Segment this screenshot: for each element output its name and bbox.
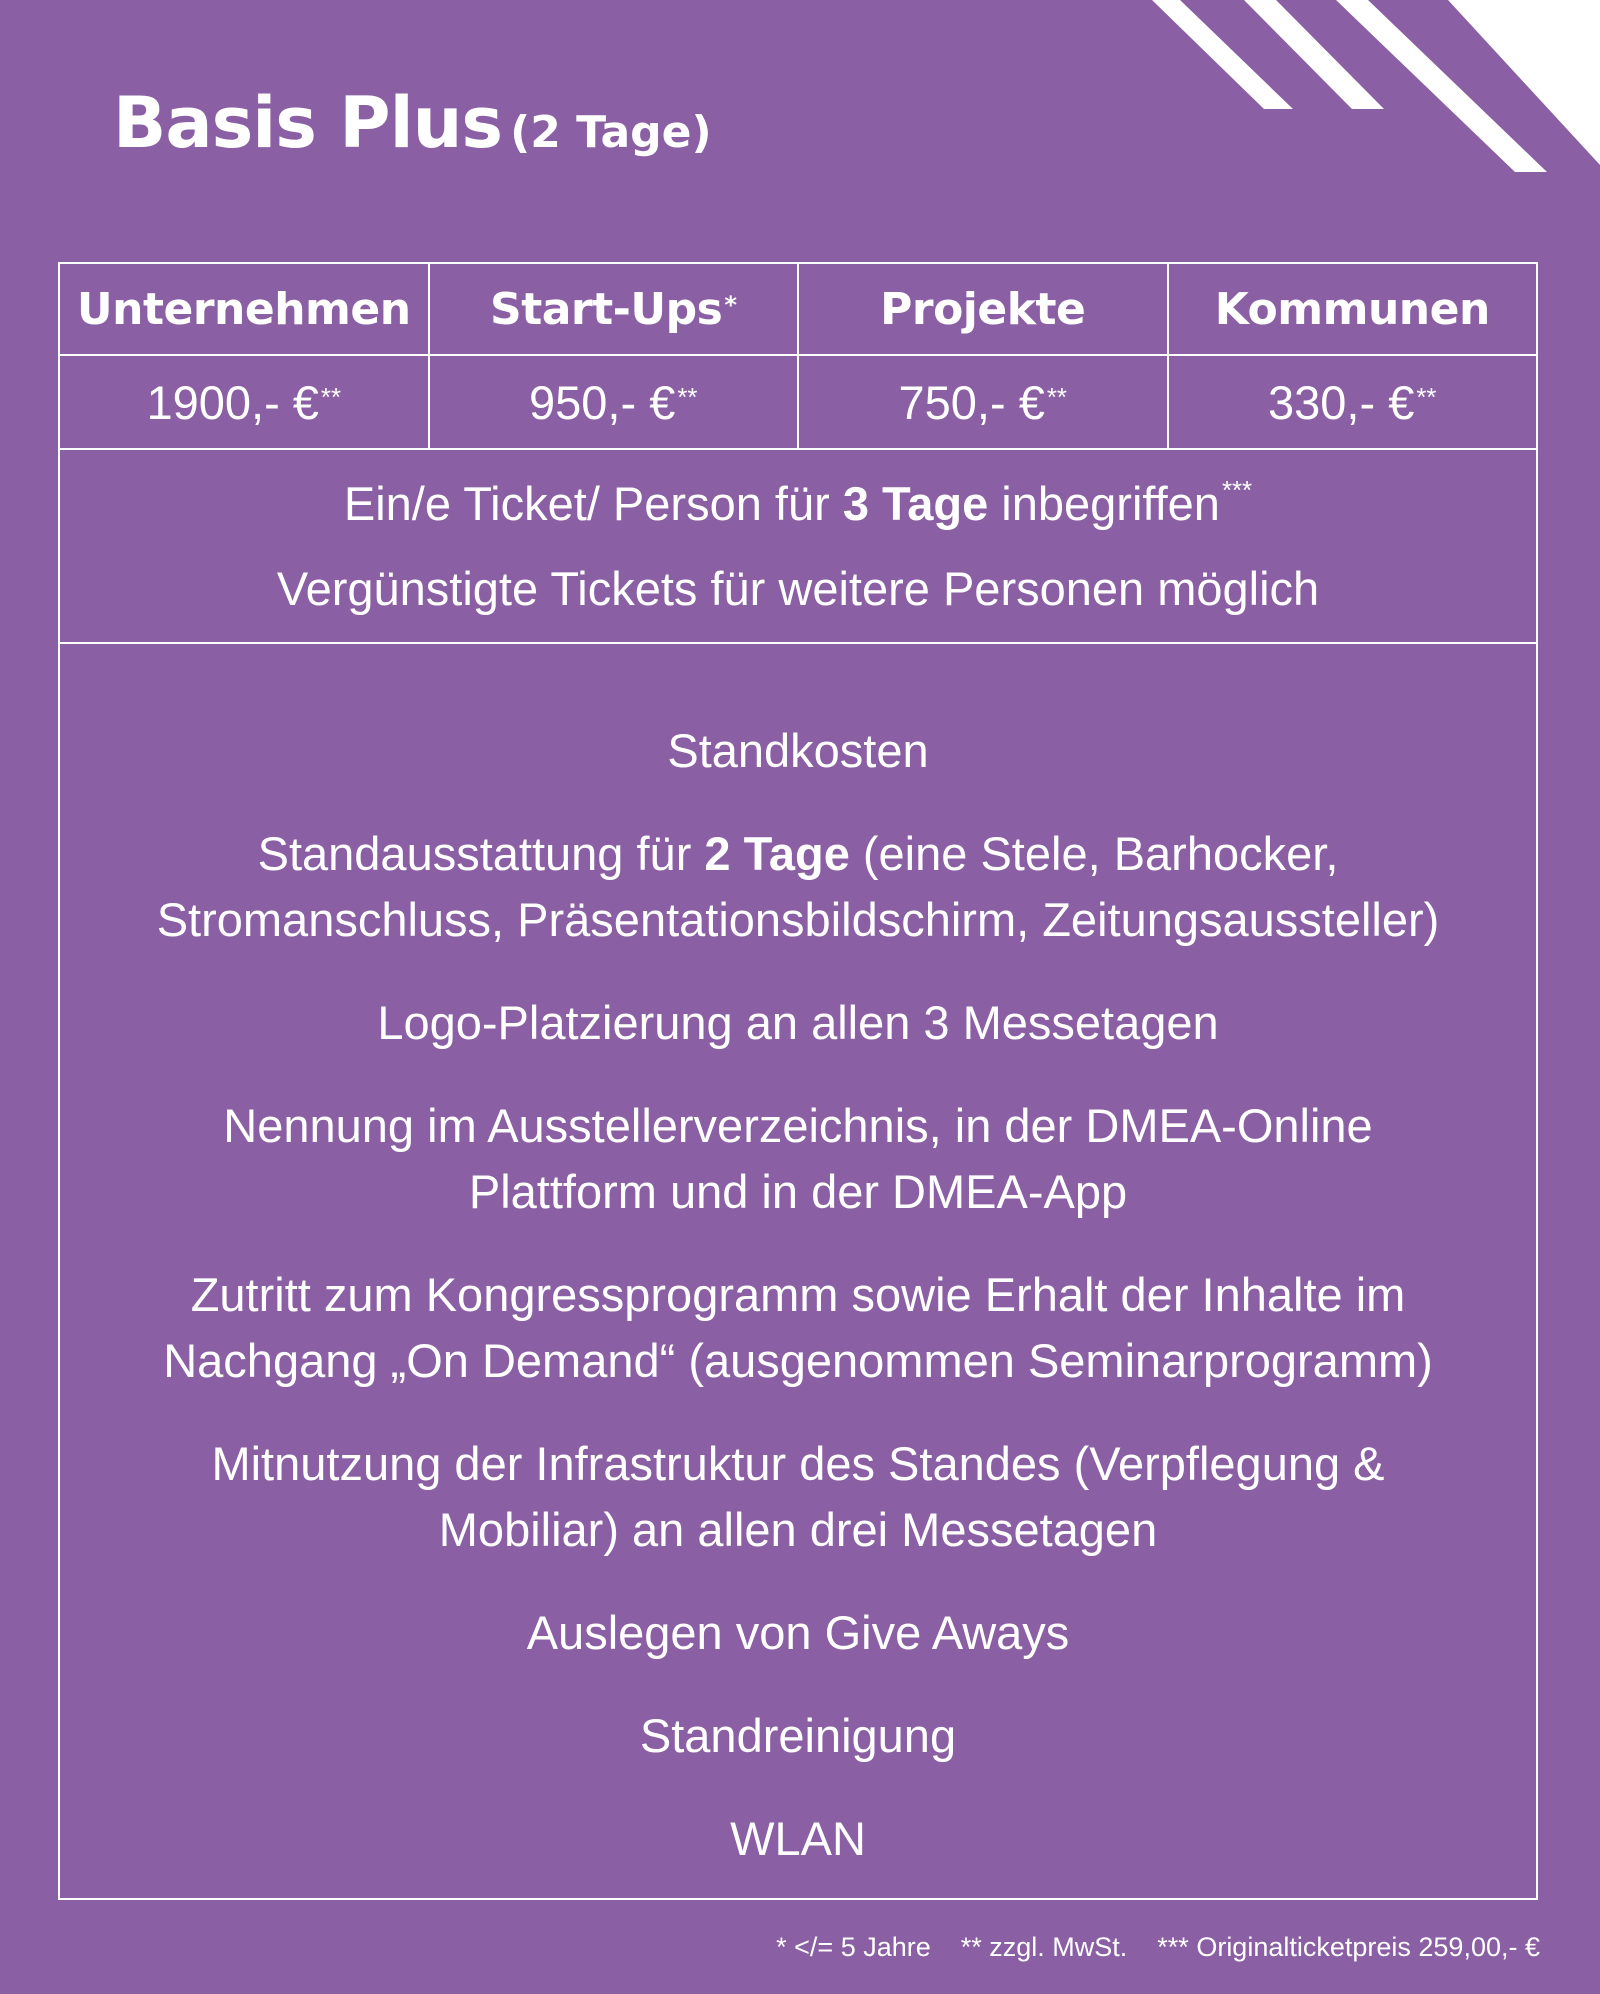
features-cell: [60, 644, 1536, 1900]
page-title: [113, 82, 712, 164]
title-main: Basis Plus: [113, 82, 503, 164]
feature-wlan: WLAN: [730, 1811, 866, 1865]
feature-zutritt: Zutritt zum Kongressprogramm sowie Erhalt der Inhalte im Nachgang „On Demand“ (ausgenommen Seminarprogramm): [163, 1267, 1433, 1387]
header-projekte: Projekte: [799, 264, 1169, 354]
feature-standausstattung: Standausstattung für 2 Tage (eine Stele, Barhocker, Stromanschluss, Präsentationsbildschirm, Zeitungsaussteller): [156, 826, 1440, 946]
header-kommunen: Kommunen: [1214, 283, 1490, 335]
feature-give-aways: Auslegen von Give Aways: [526, 1605, 1070, 1659]
tickets-discount-text: Vergünstigte Tickets für weitere Personen möglich: [276, 562, 1320, 615]
pricing-table: [58, 262, 1538, 1900]
table-header-row: [60, 264, 1536, 356]
feature-mitnutzung: Mitnutzung der Infrastruktur des Standes (Verpflegung & Mobiliar) an allen drei Messetagen: [211, 1436, 1385, 1556]
corner-stripes-decoration: [1120, 0, 1600, 180]
feature-standkosten: Standkosten: [667, 723, 929, 777]
feature-logo-platzierung: Logo-Platzierung an allen 3 Messetagen: [377, 995, 1219, 1049]
tickets-row: [60, 450, 1536, 644]
footnote-mwst: ** zzgl. MwSt.: [960, 1932, 1128, 1962]
footnotes: [776, 1932, 1540, 1963]
price-row: [60, 356, 1536, 450]
feature-nennung: Nennung im Ausstellerverzeichnis, in der DMEA-Online Plattform und in der DMEA-App: [223, 1098, 1373, 1218]
footnote-ticketpreis: *** Originalticketpreis 259,00,- €: [1157, 1932, 1540, 1962]
price-unternehmen: 1900,- € **: [60, 356, 430, 448]
tickets-included-text: Ein/e Ticket/ Person für 3 Tage inbegriffen***: [343, 477, 1253, 530]
feature-standreinigung: Standreinigung: [639, 1708, 957, 1762]
tickets-cell: [60, 450, 1536, 642]
price-projekte: 750,- € **: [799, 356, 1169, 448]
title-sub: (2 Tage): [510, 107, 712, 158]
price-start-ups: 950,- € **: [430, 356, 800, 448]
features-row: [60, 644, 1536, 1900]
price-kommunen: 330,- € **: [1268, 375, 1437, 429]
header-start-ups: Start-Ups *: [430, 264, 800, 354]
footnote-startups: * </= 5 Jahre: [776, 1932, 931, 1962]
header-unternehmen: Unternehmen: [60, 264, 430, 354]
